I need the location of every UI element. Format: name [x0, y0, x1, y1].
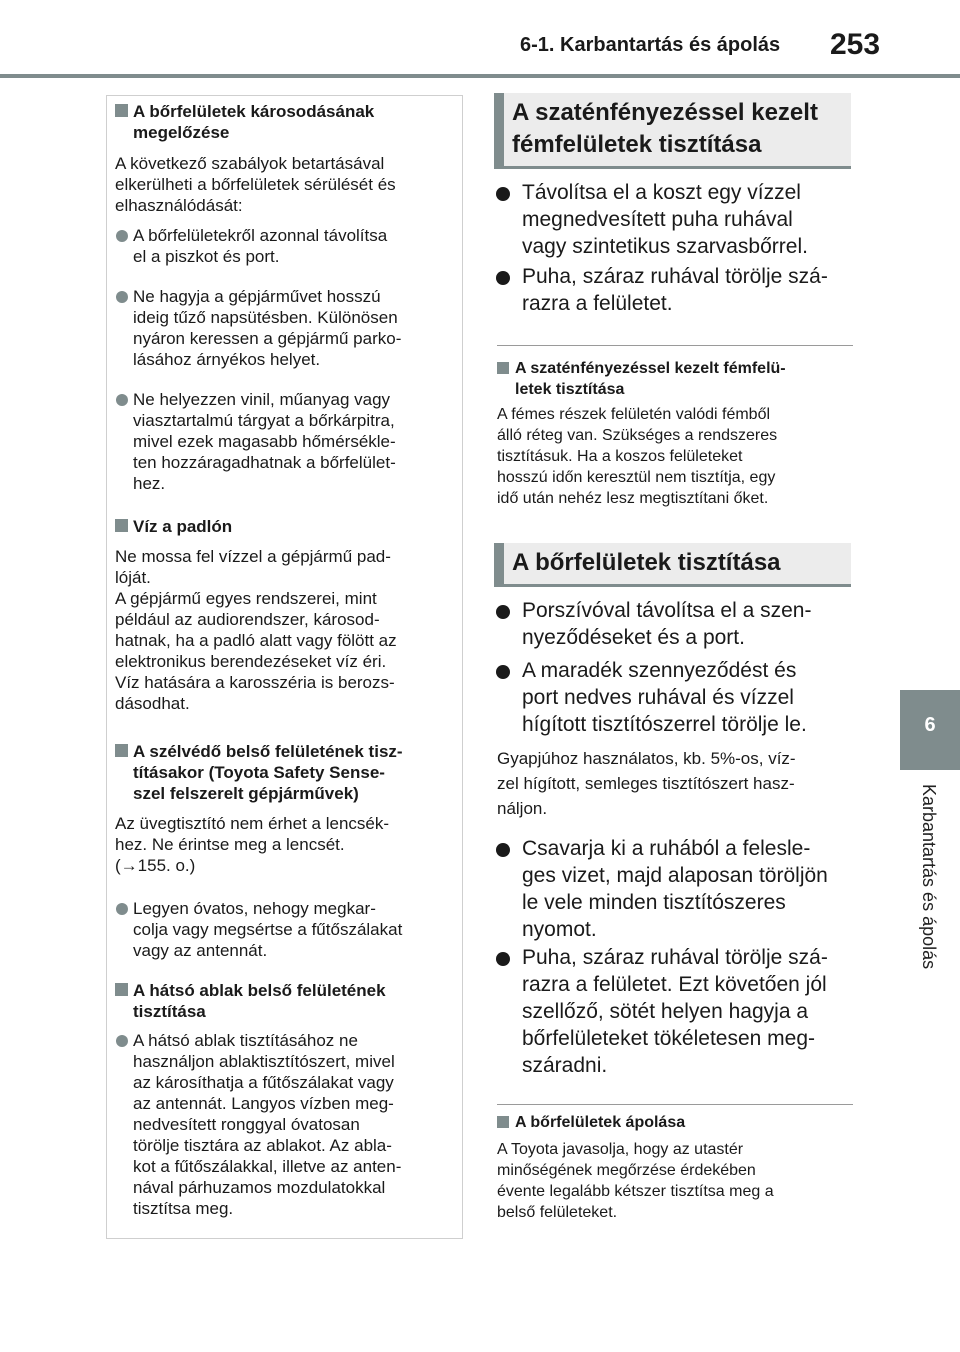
step-dry-wipe: Puha, száraz ruhával törölje szá- razra a felületet. — [522, 265, 828, 315]
heading-marker — [497, 1116, 509, 1128]
page-header — [0, 0, 960, 80]
bullet-remove-dirt: A bőrfelületekről azonnal távolítsa el a piszkot és port. — [133, 226, 388, 266]
subheading-leather-care: A bőrfelületek ápolása — [515, 1114, 686, 1131]
header-rule — [0, 74, 960, 78]
paragraph-leather-rules: A következő szabályok betartásával elkerülheti a bőrfelületek sérülését és elhasználódását: — [115, 154, 396, 215]
bullet-dot — [496, 271, 510, 285]
bullet-dot — [116, 903, 128, 915]
heading-rear-window: A hátsó ablak belső felületének tisztítása — [133, 981, 386, 1021]
bullet-dot — [116, 291, 128, 303]
step-dry-leather: Puha, száraz ruhával törölje szá- razra a felületet. Ezt követően jól szellőző, sötét helyen hagyja a bőrfelületeket tökéletesen meg- száradni. — [522, 946, 828, 1077]
paragraph-water-floor: Ne mossa fel vízzel a gépjármű pad- lóját. A gépjármű egyes rendszerei, mint például az audiorendszer, károsod- hatnak, ha a padló alatt vagy fölött az elektronikus berendezéseket víz éri. Víz hatására a karosszéria is berozs- dásodhat. — [115, 547, 397, 713]
heading-water-floor: Víz a padlón — [133, 517, 233, 536]
heading-marker — [115, 104, 128, 117]
section-title: 6-1. Karbantartás és ápolás — [520, 34, 781, 56]
chapter-tab — [900, 690, 960, 770]
divider — [497, 1104, 853, 1105]
paragraph-leather-care: A Toyota javasolja, hogy az utastér minőségének megőrzése érdekében évente legalább kétszer tisztítsa meg a belső felületeket. — [497, 1141, 774, 1221]
heading-leather-damage: A bőrfelületek károsodásának megelőzése — [133, 102, 375, 142]
heading-marker — [115, 519, 128, 532]
step-vacuum: Porszívóval távolítsa el a szen- nyeződéseket és a port. — [522, 599, 812, 649]
section-banner-satin: A szaténfényezéssel kezelt fémfelületek tisztítása — [494, 93, 851, 169]
paragraph-windshield: Az üvegtisztító nem érhet a lencsék- hez. Ne érintse meg a lencsét. (→155. o.) — [115, 814, 390, 875]
step-wet-wipe: A maradék szennyeződést és port nedves ruhával és vízzel hígított tisztítószerrel törölje le. — [522, 659, 807, 736]
section-banner-leather: A bőrfelületek tisztítása — [494, 543, 851, 587]
chapter-number: 6 — [924, 714, 936, 736]
bullet-dot — [496, 843, 510, 857]
step-remove-dirt: Távolítsa el a koszt egy vízzel megnedvesített puha ruhával vagy szintetikus szarvasbőrrel. — [522, 181, 808, 258]
heading-marker — [115, 983, 128, 996]
bullet-dot — [116, 394, 128, 406]
bullet-rear-window: A hátsó ablak tisztításához ne használjon ablaktisztítószert, mivel az károsíthatja a fűtőszálakat vagy az antennát. Langyos vízben meg- nedvesített ronggyal óvatosan törölje tisztára az ablakot. Az abla- kot a fűtőszálakkal, illetve az anten- nával párhuzamos mozdulatokkal tisztítsa meg. — [133, 1031, 402, 1218]
bullet-careful: Legyen óvatos, nehogy megkar- colja vagy megsértse a fűtőszálakat vagy az antennát. — [133, 899, 403, 960]
heading-marker — [497, 362, 509, 374]
bullet-dot — [496, 665, 510, 679]
bullet-vinyl: Ne helyezzen vinil, műanyag vagy viasztartalmú tárgyat a bőrkárpitra, mivel ezek magasabb hőmérsékle- ten hozzáragadhatnak a bőrfelület- hez. — [133, 390, 396, 493]
page-number: 253 — [830, 28, 881, 61]
step-wring-cloth: Csavarja ki a ruhából a felesle- ges vizet, majd alaposan töröljön le vele minden tisztítószeres nyomot. — [522, 837, 828, 941]
heading-windshield: A szélvédő belső felületének tisz- tításakor (Toyota Safety Sense- szel felszerelt gépjárművek) — [133, 742, 403, 803]
subheading-satin: A szaténfényezéssel kezelt fémfelü- letek tisztítása — [515, 360, 786, 398]
bullet-dot — [496, 952, 510, 966]
chapter-label: Karbantartás és ápolás — [919, 784, 939, 970]
note-wool-detergent: Gyapjúhoz használatos, kb. 5%-os, víz- zel hígított, semleges tisztítószert hasz- náljon. — [497, 749, 796, 818]
bullet-sunlight: Ne hagyja a gépjárművet hosszú ideig tűző napsütésben. Különösen nyáron keressen a gépjármű parko- lásához árnyékos helyet. — [133, 287, 402, 369]
bullet-dot — [116, 230, 128, 242]
heading-marker — [115, 744, 128, 757]
bullet-dot — [496, 605, 510, 619]
bullet-dot — [496, 187, 510, 201]
bullet-dot — [116, 1035, 128, 1047]
paragraph-satin: A fémes részek felületén valódi fémből álló réteg van. Szükséges a rendszeres tisztításuk. Ha a koszos felületeket hosszú időn keresztül nem tisztítja, egy idő után nehéz lesz megtisztítani őket. — [497, 406, 778, 507]
divider — [497, 345, 853, 346]
